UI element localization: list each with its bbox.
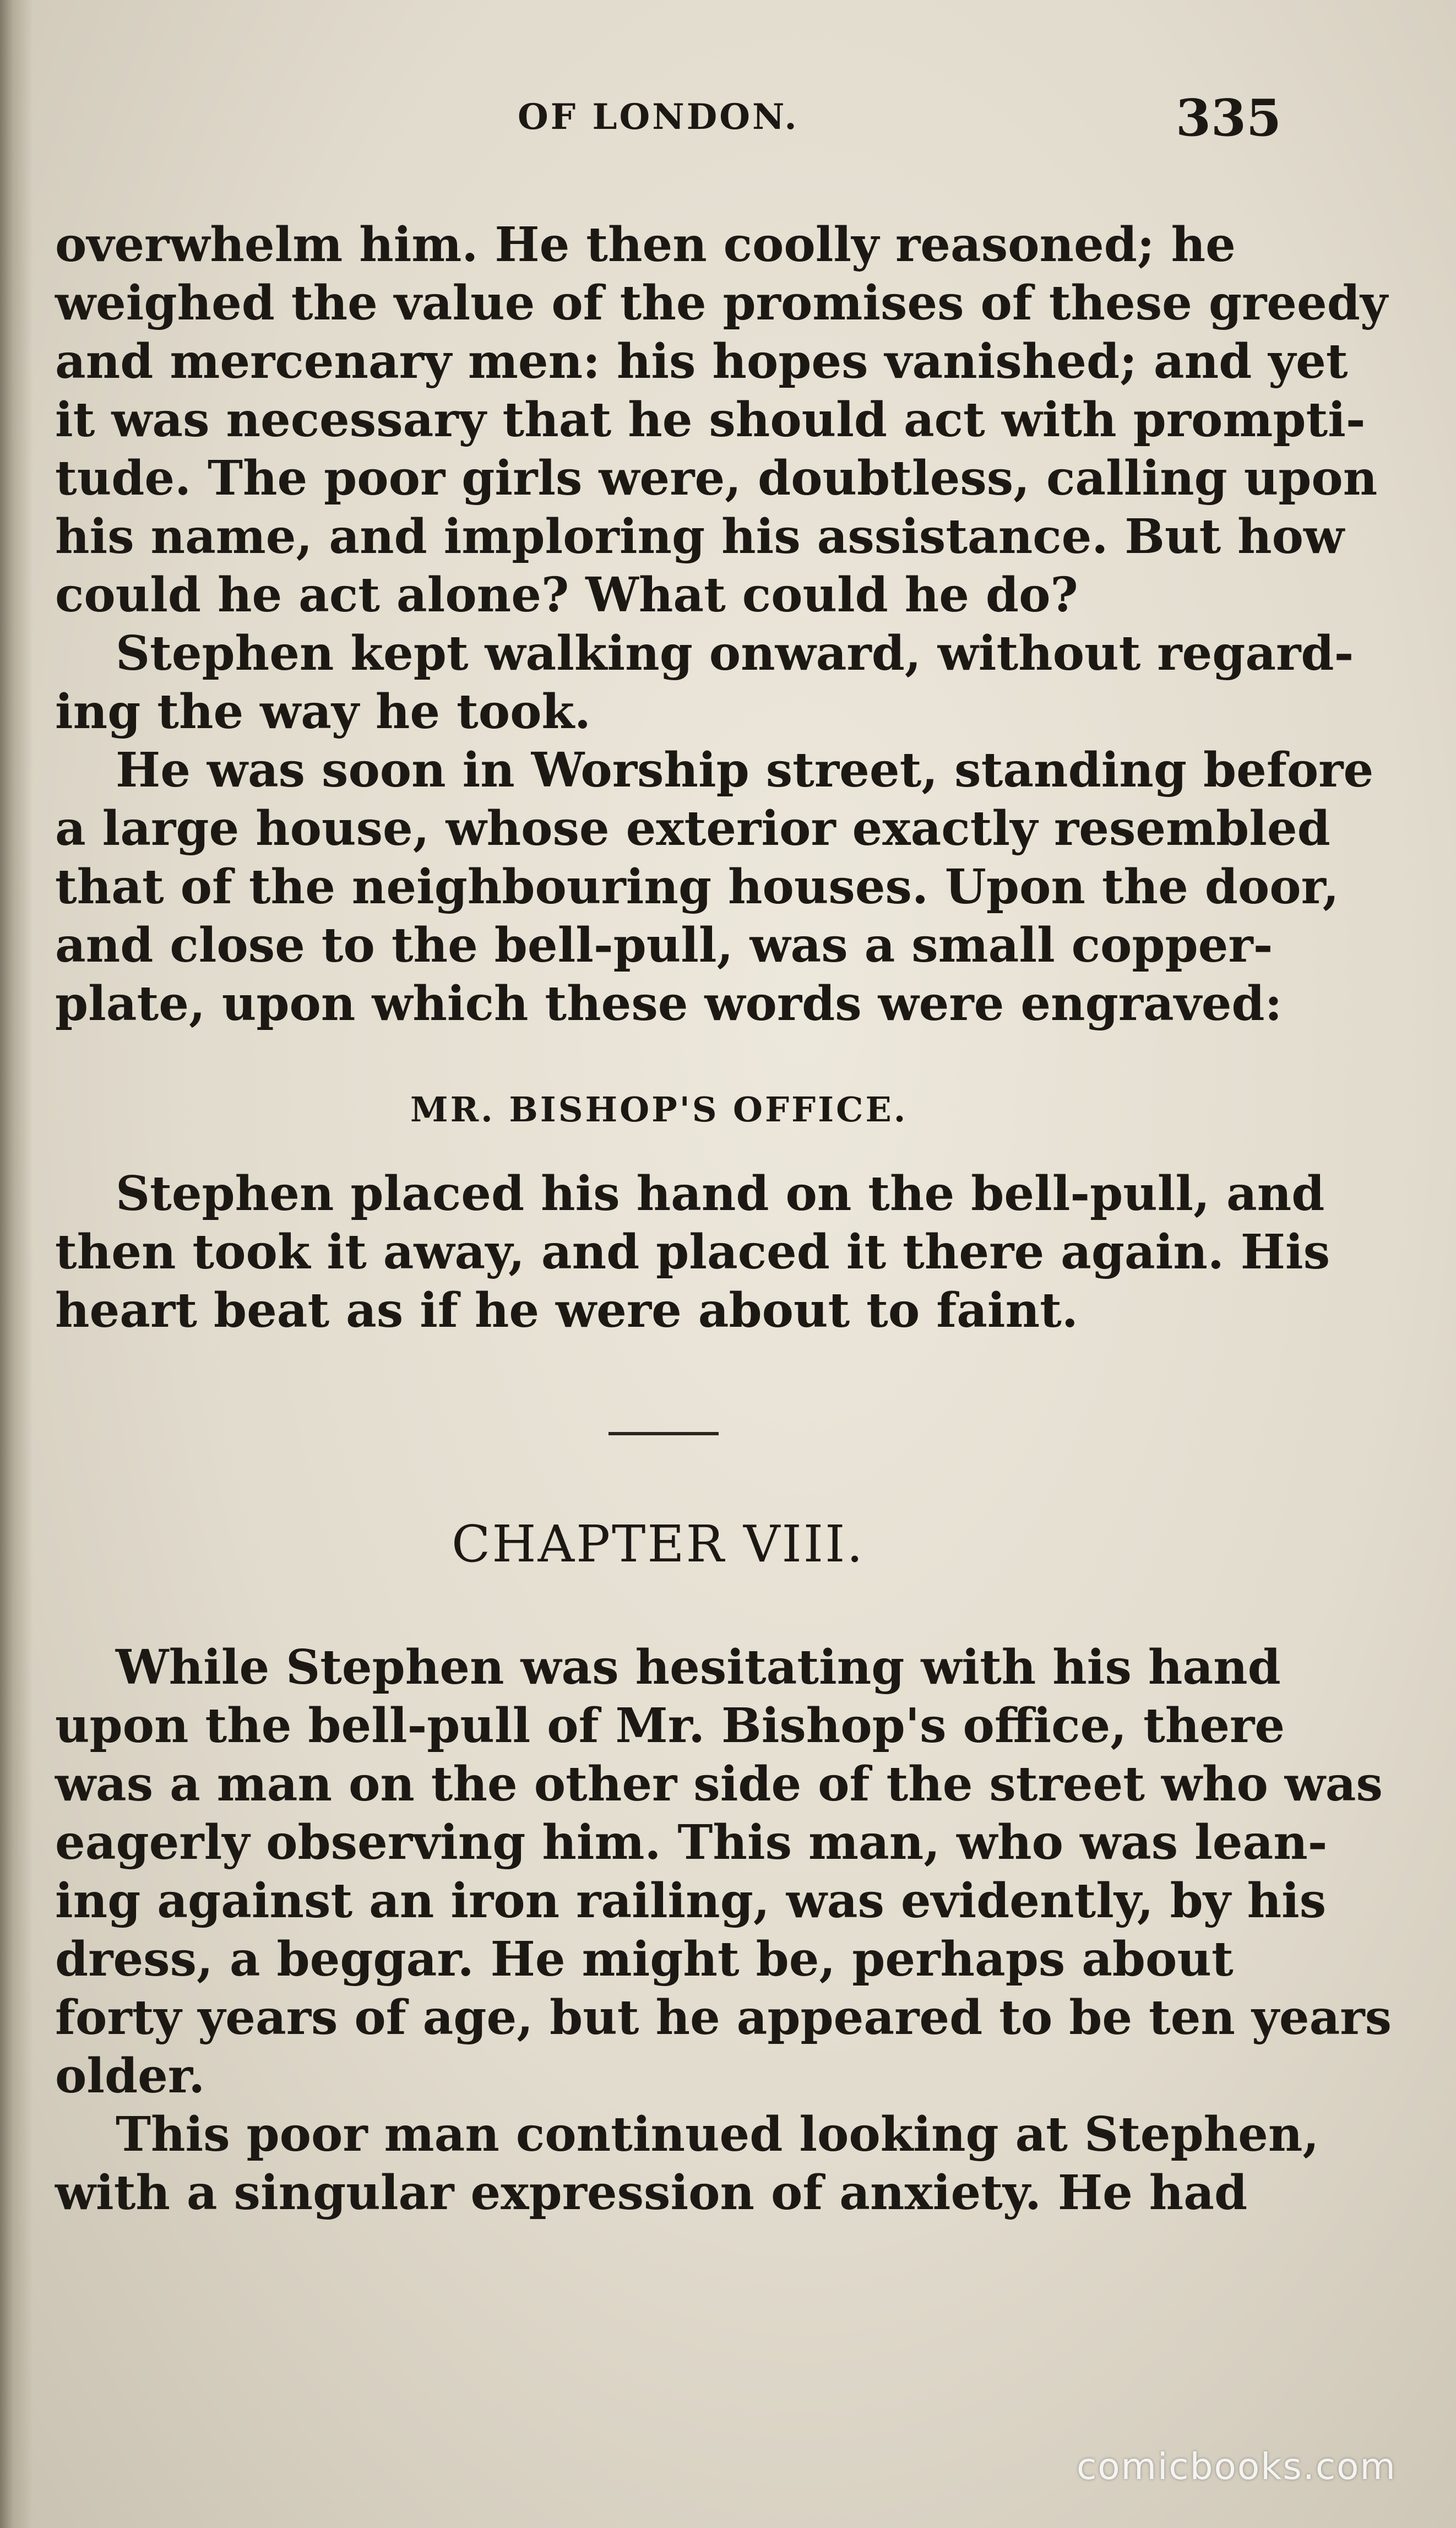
text-line: that of the neighbouring houses. Upon the door, — [55, 859, 1339, 915]
text-line: heart beat as if he were about to faint. — [55, 1283, 1078, 1338]
text-line: This poor man continued looking at Stephen, — [116, 2107, 1319, 2162]
text-line: ing against an iron railing, was evidently, by his — [55, 1873, 1327, 1929]
text-line: dress, a beggar. He might be, perhaps about — [55, 1932, 1234, 1987]
paragraph-worship-street — [55, 741, 1374, 1033]
text-line: upon the bell-pull of Mr. Bishop's office, there — [55, 1698, 1285, 1754]
text-line: it was necessary that he should act with prompti- — [55, 392, 1366, 448]
paragraph-continued — [55, 216, 1388, 625]
paragraph-poor-man — [55, 2106, 1319, 2222]
text-line: and close to the bell-pull, was a small copper- — [55, 918, 1273, 973]
text-line: overwhelm him. He then coolly reasoned; he — [55, 217, 1236, 273]
text-line: older. — [55, 2048, 205, 2104]
text-line: his name, and imploring his assistance. But how — [55, 509, 1345, 565]
site-watermark: comicbooks.com — [1077, 2445, 1397, 2488]
text-line: While Stephen was hesitating with his hand — [116, 1640, 1281, 1695]
running-head: OF LONDON. — [518, 96, 799, 138]
text-block-before-sign — [55, 216, 1388, 1033]
text-block-after-sign — [55, 1165, 1330, 1340]
text-line: could he act alone? What could he do? — [55, 567, 1078, 623]
text-line: was a man on the other side of the street who was — [55, 1756, 1383, 1812]
text-line: Stephen placed his hand on the bell-pull, and — [116, 1166, 1325, 1222]
text-line: a large house, whose exterior exactly resembled — [55, 801, 1330, 856]
page-binding-edge — [0, 0, 33, 2528]
text-line: He was soon in Worship street, standing before — [116, 742, 1374, 798]
chapter-text-block — [55, 1639, 1392, 2222]
text-line: ing the way he took. — [55, 684, 591, 740]
text-line: eagerly observing him. This man, who was lean- — [55, 1815, 1328, 1870]
paragraph-stephen-walking — [55, 625, 1354, 741]
chapter-heading: CHAPTER VIII. — [452, 1515, 865, 1574]
section-divider-rule — [609, 1432, 719, 1435]
text-line: and mercenary men: his hopes vanished; and yet — [55, 334, 1348, 389]
text-line: forty years of age, but he appeared to be ten years — [55, 1990, 1392, 2046]
text-line: plate, upon which these words were engraved: — [55, 976, 1283, 1032]
paragraph-bell-pull — [55, 1165, 1330, 1340]
page-number: 335 — [1176, 88, 1282, 148]
text-line: Stephen kept walking onward, without regard- — [116, 626, 1354, 681]
text-line: tude. The poor girls were, doubtless, calling upon — [55, 451, 1378, 506]
text-line: with a singular expression of anxiety. He had — [55, 2165, 1248, 2221]
text-line: then took it away, and placed it there again. His — [55, 1224, 1330, 1280]
office-sign-text: MR. BISHOP'S OFFICE. — [410, 1089, 908, 1130]
text-line: weighed the value of the promises of these greedy — [55, 275, 1388, 331]
paragraph-chapter-opening — [55, 1639, 1392, 2106]
